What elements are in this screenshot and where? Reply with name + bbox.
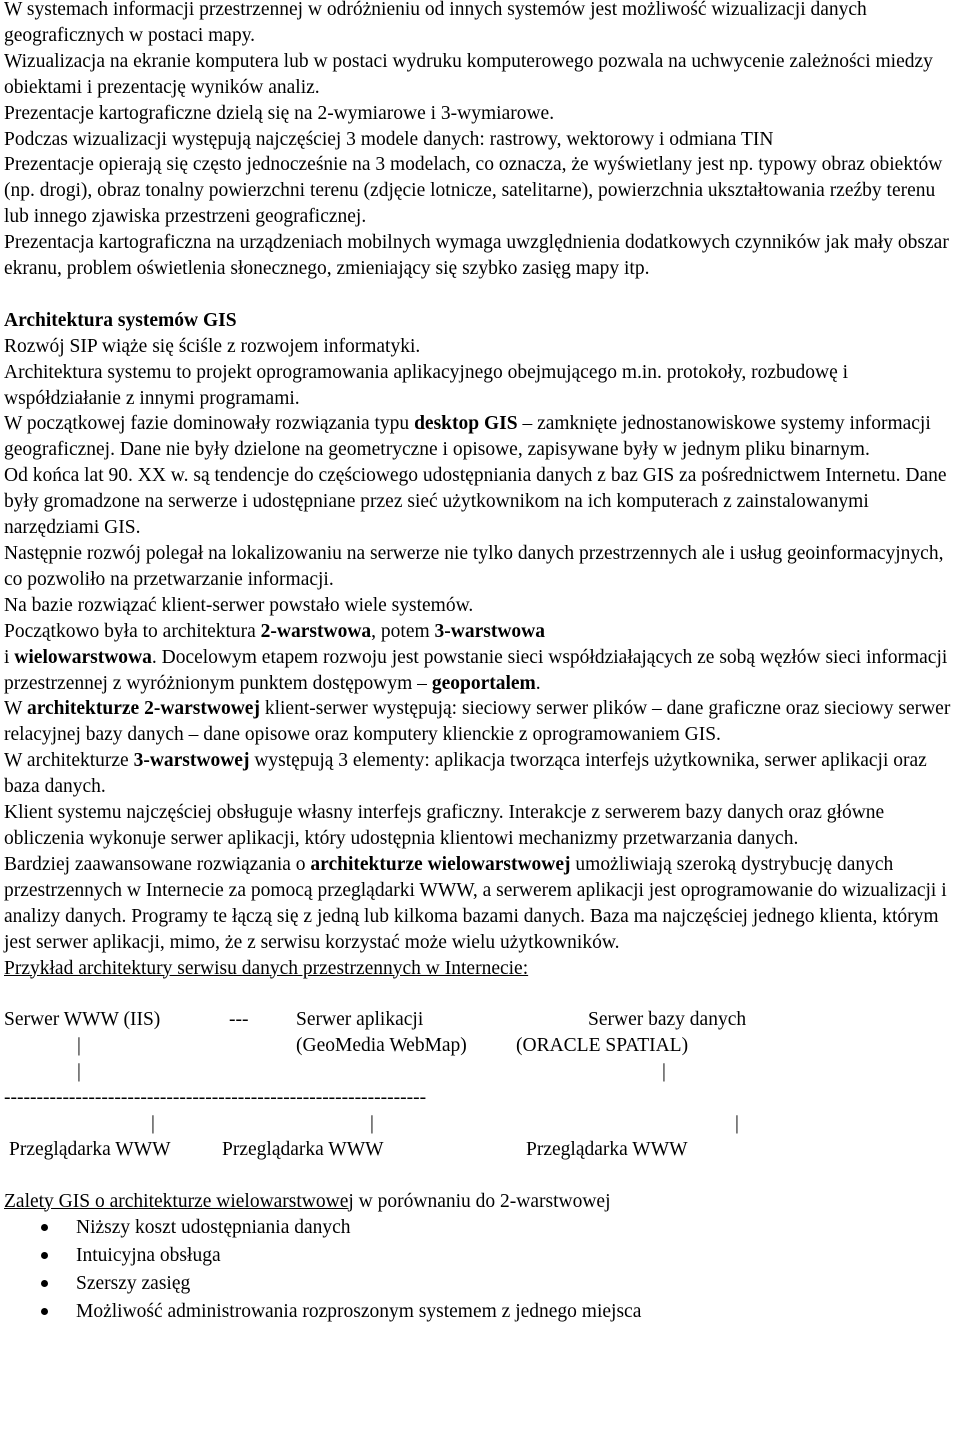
body-paragraph-8-text-a: W: [4, 698, 27, 720]
body-paragraph-9-text-c: występują 3 elementy: aplikacja tworząca interfejs użytkownika, serwer aplikacji oraz baza danych.: [4, 750, 927, 798]
db-server-label: Serwer bazy danych: [588, 1009, 747, 1031]
body-paragraph-7-text-g: . Docelowym etapem rozwoju jest powstanie sieci współdziałających ze sobą węzłów sieci informacji przestrzennej z wyróżnionym punktem dostępowym –: [4, 646, 948, 694]
advantages-heading: [4, 1189, 956, 1215]
diagram-row-pipes: [4, 1059, 956, 1085]
browser-label-2: Przeglądarka WWW: [222, 1138, 384, 1160]
connector-pipe-6: |: [735, 1112, 739, 1134]
connector-pipe-4: |: [151, 1112, 155, 1134]
document-page: [4, 0, 956, 1326]
app-server-label: Serwer aplikacji: [296, 1009, 424, 1031]
diagram-row-browser-pipes: [4, 1111, 956, 1137]
body-paragraph-10: Klient systemu najczęściej obsługuje własny interfejs graficzny. Interakcje z serwerem bazy danych oraz główne obliczenia wykonuje serwer aplikacji, który udostępnia klientowi mechanizmy przetwarzania danych.: [4, 802, 885, 849]
advantages-heading-rest: w porównaniu do 2-warstwowej: [353, 1190, 611, 1212]
body-paragraph-11-text-c: umożliwiają szeroką dystrybucję danych przestrzennych w Internecie za pomocą przeglądarki WWW, a serwerem aplikacji jest oprogramowanie do wizualizacji i analizy danych. Programy te łączą się z jedną lub kilkoma bazami danych. Baza ma najczęściej jednego klienta, którym jest serwer aplikacji, mimo, że z serwisu korzystać może wielu użytkowników.: [4, 853, 947, 953]
diagram-row-divider: [4, 1085, 956, 1111]
diagram-gap: [4, 981, 956, 1007]
connector-pipe-2: |: [77, 1061, 81, 1083]
diagram-row-servers: [4, 1007, 956, 1033]
multi-tier-architecture-term: architekturze wielowarstwowej: [310, 853, 571, 875]
body-paragraph-3-text-c: – zamknięte jednostanowiskowe systemy informacji geograficznej. Dane nie były dzielone na geometryczne i opisowe, zapisywane były w jednym pliku binarnym.: [4, 413, 931, 461]
example-caption: Przykład architektury serwisu danych przestrzennych w Internecie:: [4, 957, 529, 979]
geoportal-term: geoportalem: [431, 672, 536, 694]
body-paragraph-2: Architektura systemu to projekt oprogramowania aplikacyjnego obejmującego m.in. protokoły, rozbudowę i współdziałanie z innymi programami.: [4, 361, 849, 409]
connector-pipe-5: |: [370, 1112, 374, 1134]
intro-paragraph-2: Wizualizacja na ekranie komputera lub w postaci wydruku komputerowego pozwala na uchwycenie zależności miedzy obiektami i prezentację wyników analiz.: [4, 50, 933, 98]
body-paragraph-8-text-c: klient-serwer występują: sieciowy serwer plików – dane graficzne oraz sieciowy serwer relacyjnej bazy danych – dane opisowe oraz komputery klienckie z oprogramowaniem GIS.: [4, 698, 951, 746]
body-paragraph-9: [4, 748, 956, 800]
body-paragraph-11-text-a: Bardziej zaawansowane rozwiązania o: [4, 853, 311, 875]
multi-tier-term: wielowarstwowa: [14, 646, 152, 668]
desktop-gis-term: desktop GIS: [414, 413, 518, 435]
advantage-item: Niższy koszt udostępniania danych: [4, 1214, 956, 1242]
browser-label-1: Przeglądarka WWW: [9, 1138, 171, 1160]
advantage-item: Intuicyjna obsługa: [4, 1242, 956, 1270]
intro-paragraph-4: Podczas wizualizacji występują najczęściej 3 modele danych: rastrowy, wektorowy i odmiana TIN: [4, 128, 774, 150]
intro-paragraph-1: W systemach informacji przestrzennej w odróżnieniu od innych systemów jest możliwość wizualizacji danych geograficznych w postaci mapy.: [4, 0, 867, 46]
intro-paragraph-3: Prezentacje kartograficzne dzielą się na 2-wymiarowe i 3-wymiarowe.: [4, 102, 555, 124]
body-paragraph-7-text-a: Początkowo była to architektura: [4, 620, 261, 642]
connector-pipe-3: |: [662, 1061, 666, 1083]
diagram-bottom-gap: [4, 1163, 956, 1189]
db-product-label: (ORACLE SPATIAL): [516, 1035, 689, 1057]
advantages-heading-underlined: Zalety GIS o architekturze wielowarstwowej: [4, 1190, 354, 1212]
intro-paragraph-5: Prezentacje opierają się często jednocześnie na 3 modelach, co oznacza, że wyświetlany jest np. typowy obraz obiektów (np. drogi), obraz tonalny powierzchni terenu (zdjęcie lotnicze, satelitarne), powierzchnia ukształtowania rzeźby terenu lub innego zjawiska przestrzeni geograficznej.: [4, 154, 943, 228]
app-product-label: (GeoMedia WebMap): [296, 1035, 467, 1057]
body-paragraph-4: Od końca lat 90. XX w. są tendencje do częściowego udostępniania danych z baz GIS za pośrednictwem Internetu. Dane były gromadzone na serwerze i udostępniane przez sieć użytkownikom na ich komputerach z zainstalowanymi narzędziami GIS.: [4, 465, 947, 539]
network-divider: -----------------------------------------------------------------: [4, 1086, 427, 1108]
body-paragraph-6: Na bazie rozwiązać klient-serwer powstało wiele systemów.: [4, 594, 474, 616]
advantages-list: [4, 1214, 956, 1325]
www-server-label: Serwer WWW (IIS): [4, 1009, 161, 1031]
body-paragraph-1: Rozwój SIP wiąże się ściśle z rozwojem informatyki.: [4, 335, 421, 357]
connector-pipe-1: |: [77, 1035, 81, 1057]
two-tier-architecture-term: architekturze 2-warstwowej: [26, 698, 260, 720]
body-paragraph-5: Następnie rozwój polegał na lokalizowaniu na serwerze nie tylko danych przestrzennych ale i usług geoinformacyjnych, co pozwoliło na przetwarzanie informacji.: [4, 543, 944, 590]
diagram-row-products: [4, 1033, 956, 1059]
intro-paragraph-6: Prezentacja kartograficzna na urządzeniach mobilnych wymaga uwzględnienia dodatkowych czynników jak mały obszar ekranu, problem oświetlenia słonecznego, zmieniający się szybko zasięg mapy itp.: [4, 232, 949, 280]
two-tier-term: 2-warstwowa: [260, 620, 372, 642]
three-tier-term: 3-warstwowa: [434, 620, 546, 642]
body-paragraph-7-text-i: .: [535, 672, 541, 694]
advantage-item: Szerszy zasięg: [4, 1270, 956, 1298]
browser-label-3: Przeglądarka WWW: [526, 1138, 688, 1160]
body-paragraph-3: [4, 411, 956, 463]
body-paragraph-7-text-c: , potem: [371, 620, 435, 642]
section-heading: Architektura systemów GIS: [4, 309, 237, 331]
connector-dashes: ---: [229, 1009, 249, 1031]
diagram-row-browsers: [4, 1137, 956, 1163]
advantage-item: Możliwość administrowania rozproszonym systemem z jednego miejsca: [4, 1298, 956, 1326]
body-paragraph-11: [4, 852, 956, 956]
body-paragraph-7: [4, 619, 956, 697]
body-paragraph-8: [4, 696, 956, 748]
three-tier-architecture-term: 3-warstwowej: [133, 750, 250, 772]
body-paragraph-7-text-e: i: [4, 646, 15, 668]
body-paragraph-3-text-a: W początkowej fazie dominowały rozwiązania typu: [4, 413, 415, 435]
body-paragraph-9-text-a: W architekturze: [4, 750, 134, 772]
